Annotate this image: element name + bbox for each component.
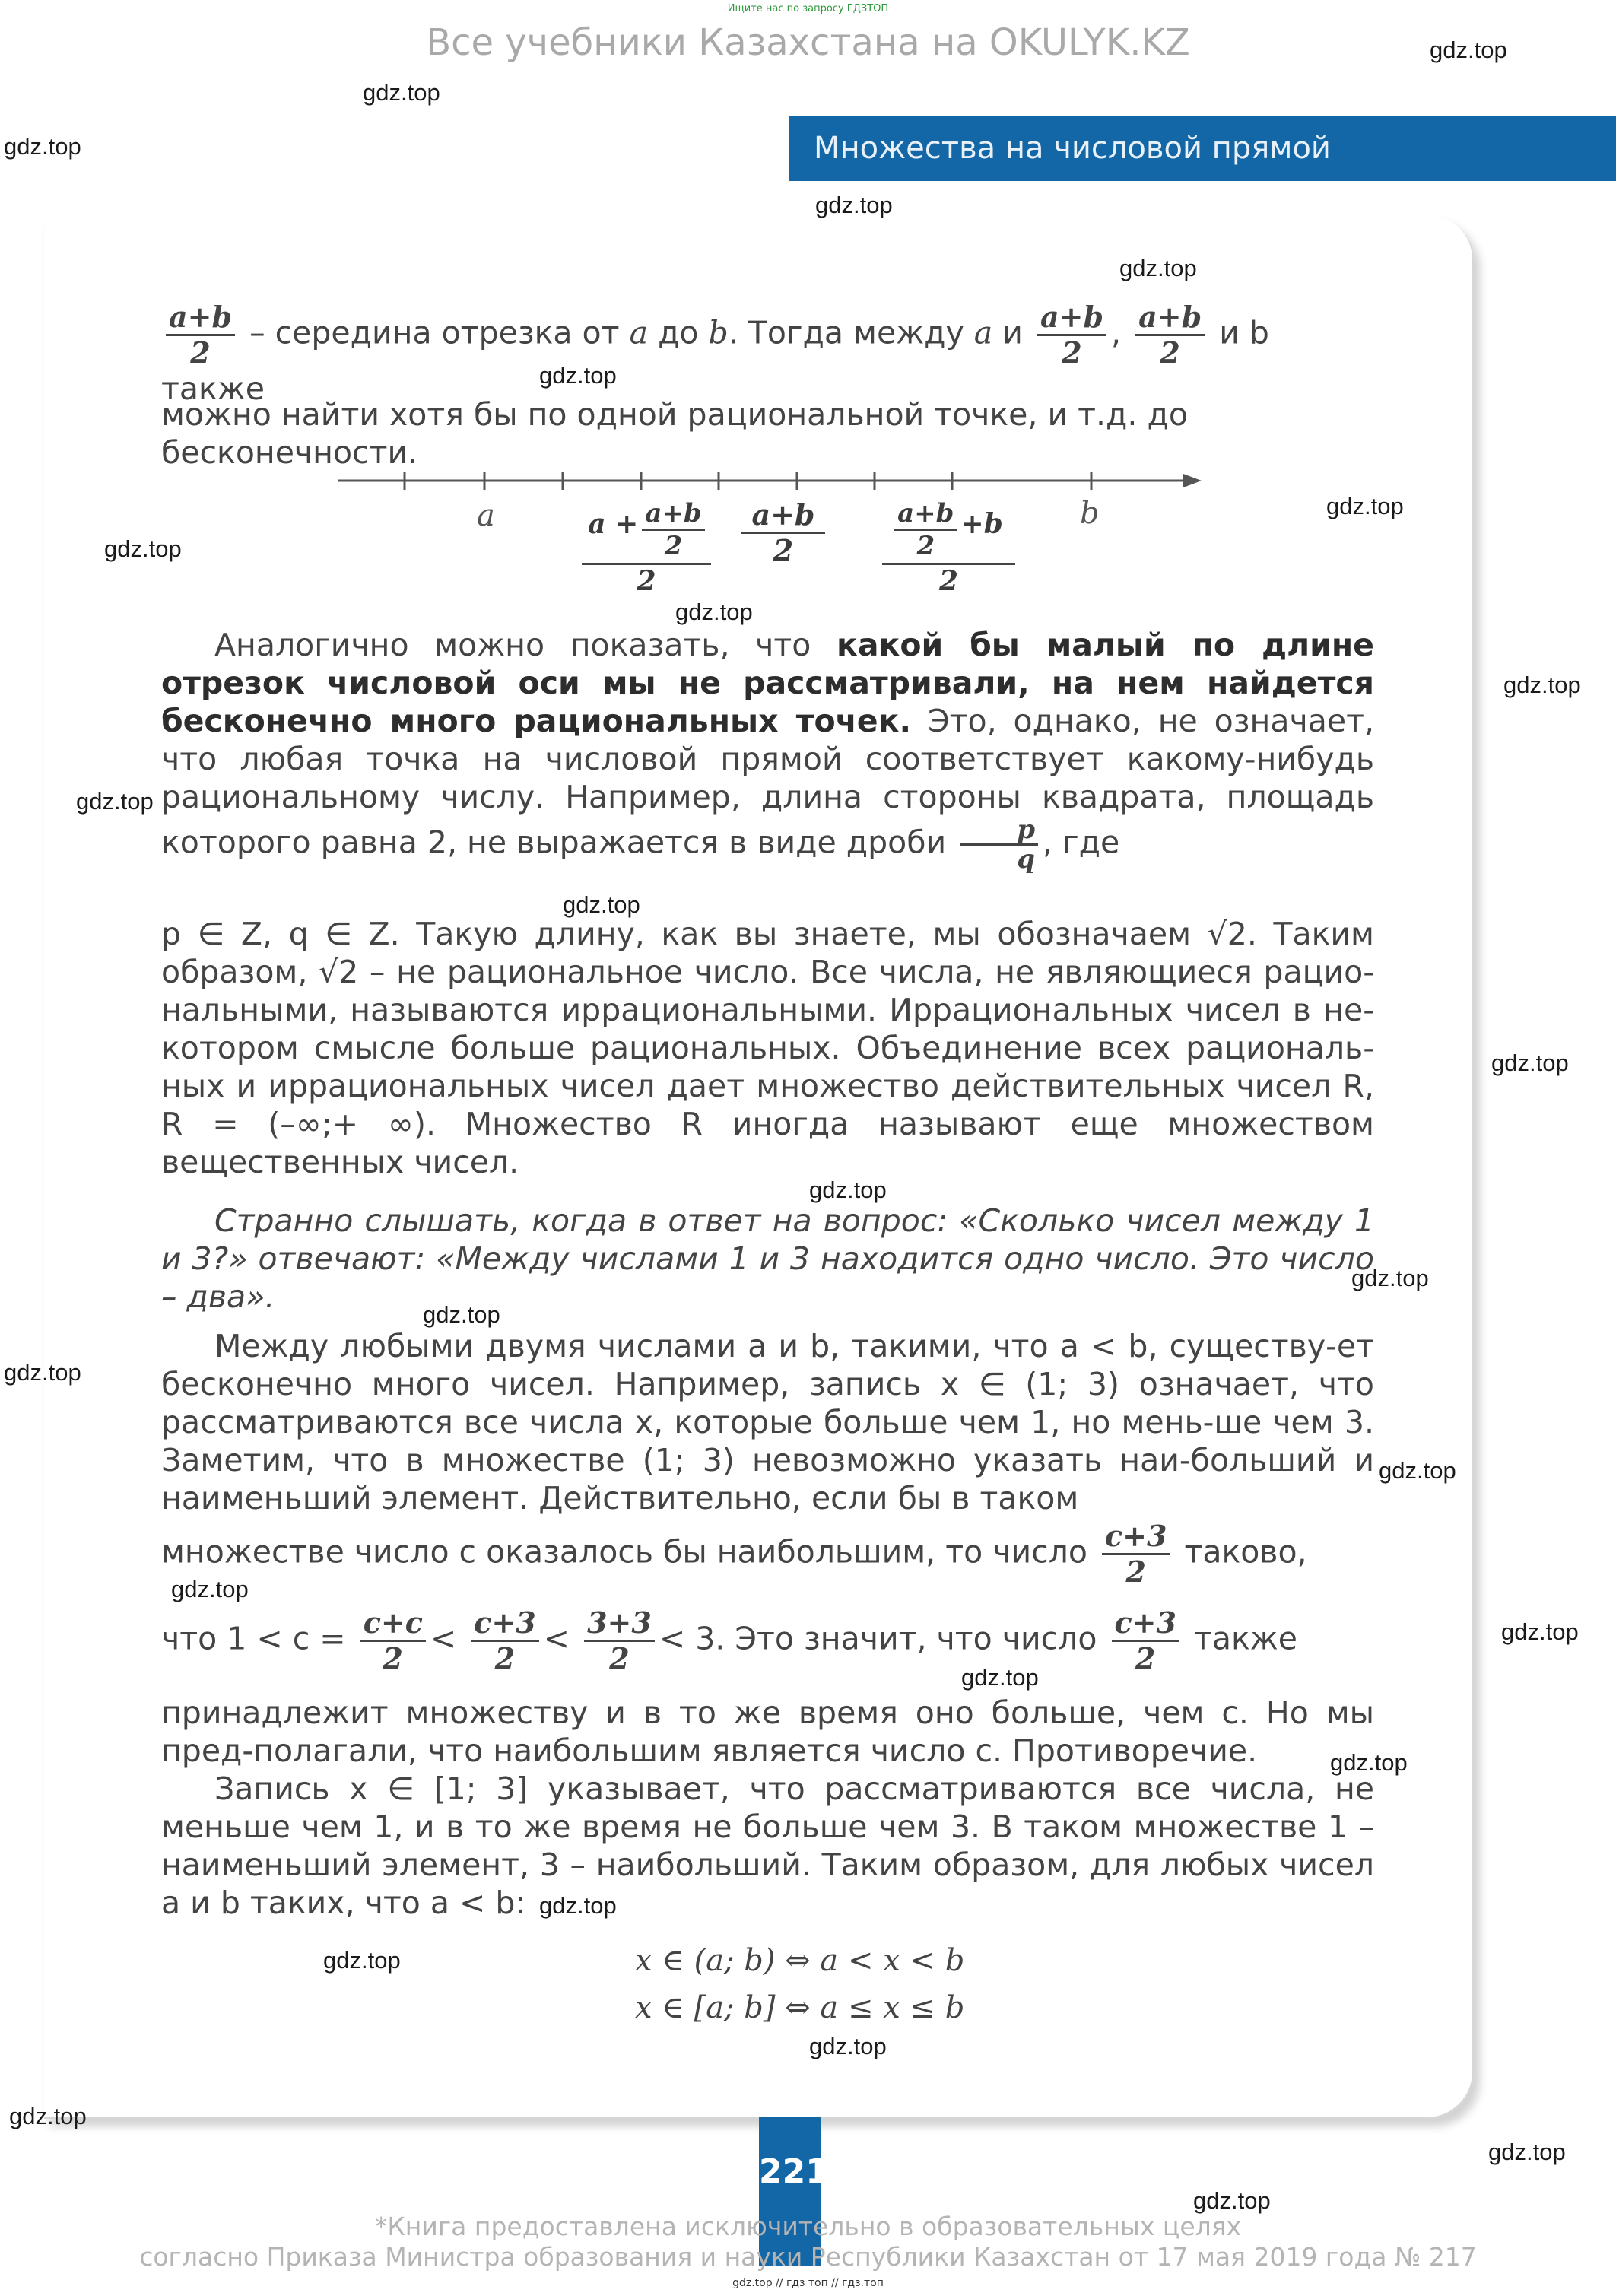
axis-label-midpoint: $\frac{a+b}{2}$ [741, 498, 825, 567]
paragraph-1-continued: p ∈ Z, q ∈ Z. Такую длину, как вы знаете, мы обозначаем √2. Таким образом, √2 – не рациональное число. Все числа, не являющиеся рацио-нальными, называются иррациональными. Иррациональных чисел в не-котором смысле больше рациональных. Объединение всех рациональ-ных и иррациональных чисел дает множество действительных чисел R, R = (–∞;+ ∞). Множество R иногда называют еще множеством вещественных чисел. [161, 916, 1374, 1180]
watermark: gdz.top [563, 891, 640, 918]
watermark: gdz.top [1351, 1265, 1429, 1291]
watermark: gdz.top [675, 599, 753, 625]
paragraph-3-chain: что 1 < c = $\frac{c+c}{2}$ < $\frac{c+3}{2}$ < $\frac{3+3}{2}$ < 3. Это значит, что число $\frac{c+3}{2}$ также [161, 1605, 1297, 1675]
watermark: gdz.top [1119, 255, 1197, 281]
paragraph-1: Аналогично можно показать, что какой бы малый по длине отрезок числовой оси мы не рассматривали, на нем найдется бесконечно много рациональных точек. Это, однако, не означает, что любая точка на числовой прямой соответствует какому-нибудь рациональному числу. Например, длина стороны квадрата, площадь которого равна 2, не выражается в виде дроби $\frac{p}{q}$ , где [161, 627, 1374, 875]
axis-label-a: a [477, 498, 495, 533]
watermark: gdz.top [4, 1359, 81, 1386]
watermark: gdz.top [1330, 1749, 1408, 1776]
watermark: gdz.top [809, 1177, 887, 1203]
watermark: gdz.top [423, 1301, 500, 1328]
formula-open-interval: x ∈ (a; b) ⇔ a < x < b [635, 1943, 965, 1978]
formula-closed-interval: x ∈ [a; b] ⇔ a ≤ x ≤ b [635, 1990, 965, 2025]
watermark: gdz.top [9, 2103, 87, 2129]
watermark: gdz.top [4, 133, 81, 160]
fraction-a-plus-b: $\frac{a+b}{2}$ [166, 300, 235, 370]
watermark: gdz.top [1379, 1457, 1456, 1484]
watermark: gdz.top [171, 1576, 249, 1602]
intro-line-2: можно найти хотя бы по одной рациональной точке, и т.д. до бесконечности. [161, 396, 1188, 471]
paragraph-4: Запись x ∈ [1; 3] указывает, что рассматриваются все числа, не меньше чем 1, и в то же время не больше чем 3. В таком множестве 1 – наименьший элемент, 3 – наибольший. Таким образом, для любых чисел a и b таких, что a < b: [161, 1770, 1374, 1921]
section-title: Множества на числовой прямой [814, 131, 1331, 166]
watermark: gdz.top [1488, 2139, 1566, 2165]
page-number: 221 [759, 2152, 829, 2191]
watermark: gdz.top [363, 79, 440, 106]
axis-label-b: b [1080, 496, 1100, 531]
paragraph-3: Между любыми двумя числами a и b, такими, что a < b, существу-ет бесконечно много чисел. Например, запись x ∈ (1; 3) означает, что рассматриваются все числа x, которые больше чем 1, но мень-ше чем 3. Заметим, что в множестве (1; 3) невозможно указать наи-больший и наименьший элемент. Действительно, если бы в таком [161, 1328, 1374, 1516]
watermark: gdz.top [815, 192, 893, 218]
watermark: gdz.top [539, 362, 617, 389]
watermark: gdz.top [1193, 2187, 1271, 2214]
watermark: gdz.top [809, 2033, 887, 2059]
watermark: gdz.top [1503, 672, 1581, 698]
watermark: gdz.top [1491, 1050, 1569, 1076]
watermark: gdz.top [1430, 37, 1507, 63]
axis-label-right-mid: $\frac{a+b}{2}$ +b 2 [882, 498, 1015, 597]
watermark: gdz.top [961, 1664, 1039, 1691]
watermark: gdz.top [323, 1947, 401, 1974]
axis-label-left-mid: a + $\frac{a+b}{2}$ 2 [582, 498, 711, 597]
watermark: gdz.top [104, 535, 182, 562]
footer-line-1: *Книга предоставлена исключительно в образовательных целях [374, 2212, 1242, 2241]
watermark: gdz.top [1326, 493, 1404, 519]
intro-line-1: $\frac{a+b}{2}$ – середина отрезка от a до b. Тогда между a и $\frac{a+b}{2}$ , $\frac{a+b}{2}$ и b также [161, 300, 1269, 407]
italic-remark: Странно слышать, когда в ответ на вопрос: «Сколько чисел между 1 и 3?» отвечают: «Между числами 1 и 3 находится одно число. Это число – два». [161, 1202, 1374, 1315]
watermark: gdz.top [539, 1892, 617, 1919]
bottom-notice: gdz.top // гдз топ // гдз.топ [732, 2277, 884, 2289]
top-notice: Ищите нас по запросу ГДЗТОП [727, 3, 889, 14]
watermark: gdz.top [1501, 1618, 1579, 1645]
site-title: Все учебники Казахстана на OKULYK.KZ [426, 21, 1190, 64]
footer-line-2: согласно Приказа Министра образования и науки Республики Казахстан от 17 мая 2019 года № 217 [139, 2242, 1477, 2272]
watermark: gdz.top [76, 788, 154, 815]
paragraph-3-end: принадлежит множеству и в то же время оно больше, чем c. Но мы пред-полагали, что наибольшим является число c. Противоречие. [161, 1694, 1374, 1769]
paragraph-3-line-c: множестве число c оказалось бы наибольшим, то число $\frac{c+3}{2}$ таково, [161, 1519, 1307, 1589]
